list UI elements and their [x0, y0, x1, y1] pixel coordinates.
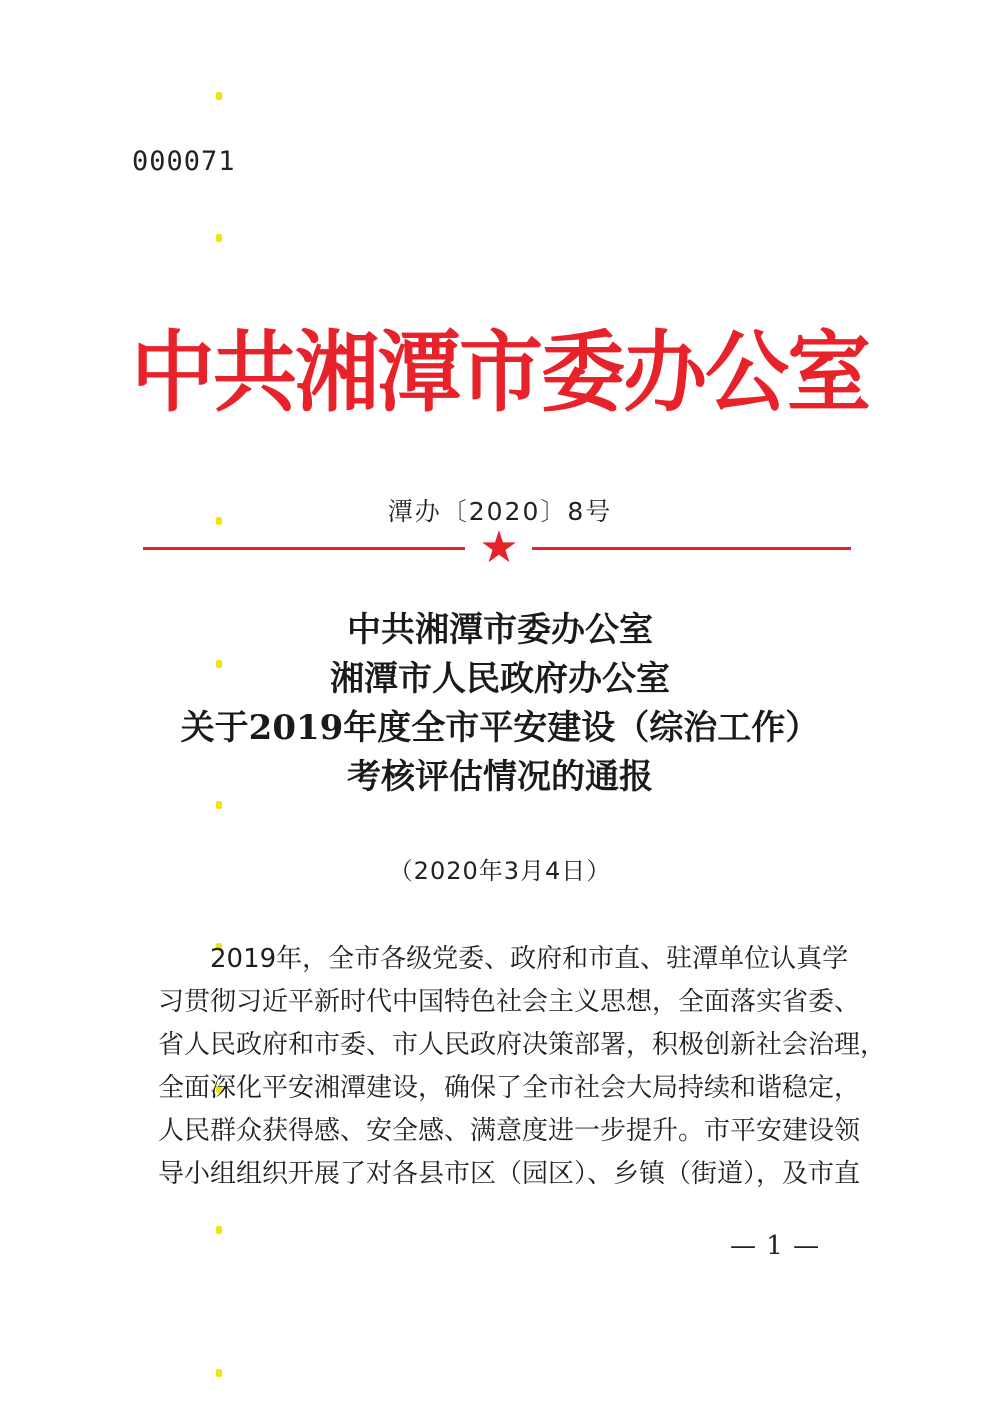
binding-mark — [216, 1226, 222, 1234]
binding-mark — [216, 92, 222, 100]
body-line: 省人民政府和市委、市人民政府决策部署，积极创新社会治理， — [158, 1030, 887, 1060]
body-line: 习贯彻习近平新时代中国特色社会主义思想，全面落实省委、 — [158, 987, 861, 1017]
document-serial-number: 000071 — [132, 146, 236, 177]
body-paragraph — [158, 938, 887, 1196]
star-icon: ★ — [479, 522, 519, 573]
red-divider-right — [532, 547, 851, 550]
body-line: 导小组组织开展了对各县市区（园区）、乡镇（街道），及市直 — [158, 1159, 861, 1189]
body-line: 人民群众获得感、安全感、满意度进一步提升。市平安建设领 — [158, 1116, 861, 1146]
issue-date: （2020年3月4日） — [388, 857, 612, 885]
title-line: 中共湘潭市委办公室 — [347, 610, 653, 650]
title-line: 考核评估情况的通报 — [347, 757, 653, 797]
body-line: 2019年，全市各级党委、政府和市直、驻潭单位认真学 — [210, 944, 849, 974]
binding-mark — [216, 1369, 222, 1377]
body-line: 全面深化平安湘潭建设，确保了全市社会大局持续和谐稳定， — [158, 1073, 861, 1103]
red-divider-left — [143, 547, 465, 550]
binding-mark — [216, 234, 222, 242]
issuer-red-header: 中共湘潭市委办公室 — [130, 320, 869, 424]
title-line: 关于2019年度全市平安建设（综治工作） — [180, 708, 820, 748]
document-title — [0, 606, 1000, 802]
binding-mark — [216, 801, 222, 809]
page-number: — 1 — — [730, 1231, 821, 1261]
document-number: 潭办〔2020〕8号 — [387, 497, 613, 526]
title-line: 湘潭市人民政府办公室 — [330, 659, 670, 699]
